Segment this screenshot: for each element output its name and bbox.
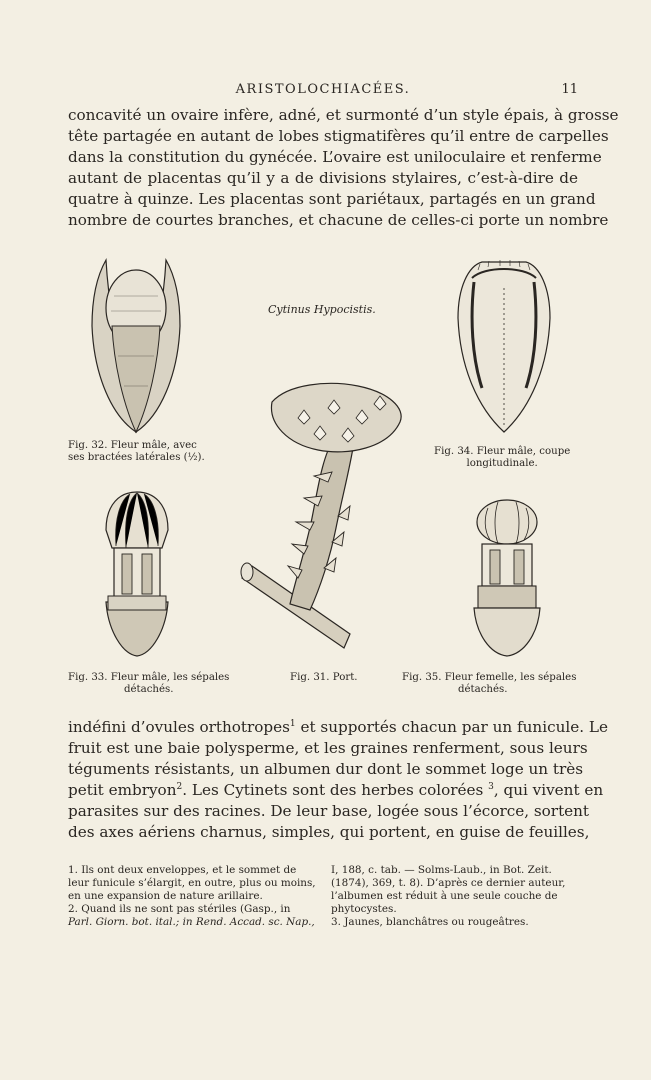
text-line: parasites sur des racines. De leur base, logée sous l’écorce, sortent: [68, 802, 590, 820]
text-line: petit embryon$^2$. Les Cytinets sont des herbes colorées $^3$, qui vivent en: [68, 781, 604, 799]
text-line: fruit est une baie polysperme, et les graines renferment, sous leurs: [68, 739, 588, 757]
text-line: concavité un ovaire infère, adné, et surmonté d’un style épais, à grosse: [68, 106, 619, 124]
text-line: nombre de courtes branches, et chacune de celles-ci porte un nombre: [68, 211, 609, 229]
footnote-line: en une expansion de nature arillaire.: [68, 890, 263, 902]
text-line: téguments résistants, un albumen dur dont le sommet loge un très: [68, 760, 584, 778]
footnote-line: (1874), 369, t. 8). D’après ce dernier auteur,: [331, 877, 566, 889]
footnote-line: 2. Quand ils ne sont pas stériles (Gasp., in: [68, 903, 291, 915]
fig34-illustration: [454, 258, 554, 434]
text-line: tête partagée en autant de lobes stigmatifères qu’il entre de carpelles: [68, 127, 609, 145]
text-line: dans la constitution du gynécée. L’ovaire est uniloculaire et renferme: [68, 148, 602, 166]
fig31-illustration: [238, 378, 408, 664]
footnote-line: 3. Jaunes, blanchâtres ou rougeâtres.: [331, 916, 529, 928]
footnote-line: 1. Ils ont deux enveloppes, et le sommet de: [68, 864, 297, 876]
fig33-caption: Fig. 33. Fleur mâle, les sépales détachés.: [68, 672, 230, 695]
fig34-caption: Fig. 34. Fleur mâle, coupe longitudinale.: [434, 446, 571, 469]
fig33-illustration: [100, 490, 174, 658]
footnote-line: leur funicule s’élargit, en outre, plus ou moins,: [68, 877, 316, 889]
text-line: des axes aériens charnus, simples, qui portent, en guise de feuilles,: [68, 823, 590, 841]
text-line: indéfini d’ovules orthotropes$^1$ et supportés chacun par un funicule. Le: [68, 718, 608, 736]
footnote-line: l’albumen est réduit à une seule couche de: [331, 890, 558, 902]
footnote-line: Parl. Giorn. bot. ital.; in Rend. Accad. sc. Nap.,: [68, 916, 315, 928]
running-head: [68, 82, 578, 100]
fig31-caption: Fig. 31. Port.: [290, 672, 358, 683]
species-label: Cytinus Hypocistis.: [268, 303, 376, 316]
fig32-illustration: [84, 256, 188, 436]
footnote-line: I, 188, c. tab. — Solms-Laub., in Bot. Zeit.: [331, 864, 552, 876]
text-line: quatre à quinze. Les placentas sont pariétaux, partagés en un grand: [68, 190, 596, 208]
footnotes-right-column: [331, 864, 578, 929]
text-line: autant de placentas qu’il y a de divisions stylaires, c’est-à-dire de: [68, 169, 578, 187]
running-title: ARISTOLOCHIACÉES.: [235, 82, 411, 97]
page-number: 11: [561, 82, 578, 97]
footnote-line: phytocystes.: [331, 903, 397, 915]
fig32-caption: Fig. 32. Fleur mâle, avec ses bractées latérales (½).: [68, 440, 205, 463]
footnotes-left-column: [68, 864, 315, 929]
fig35-illustration: [470, 498, 544, 658]
fig35-caption: Fig. 35. Fleur femelle, les sépales détachés.: [402, 672, 577, 695]
body-paragraph-top: [68, 105, 619, 231]
body-paragraph-bottom: [68, 717, 608, 843]
